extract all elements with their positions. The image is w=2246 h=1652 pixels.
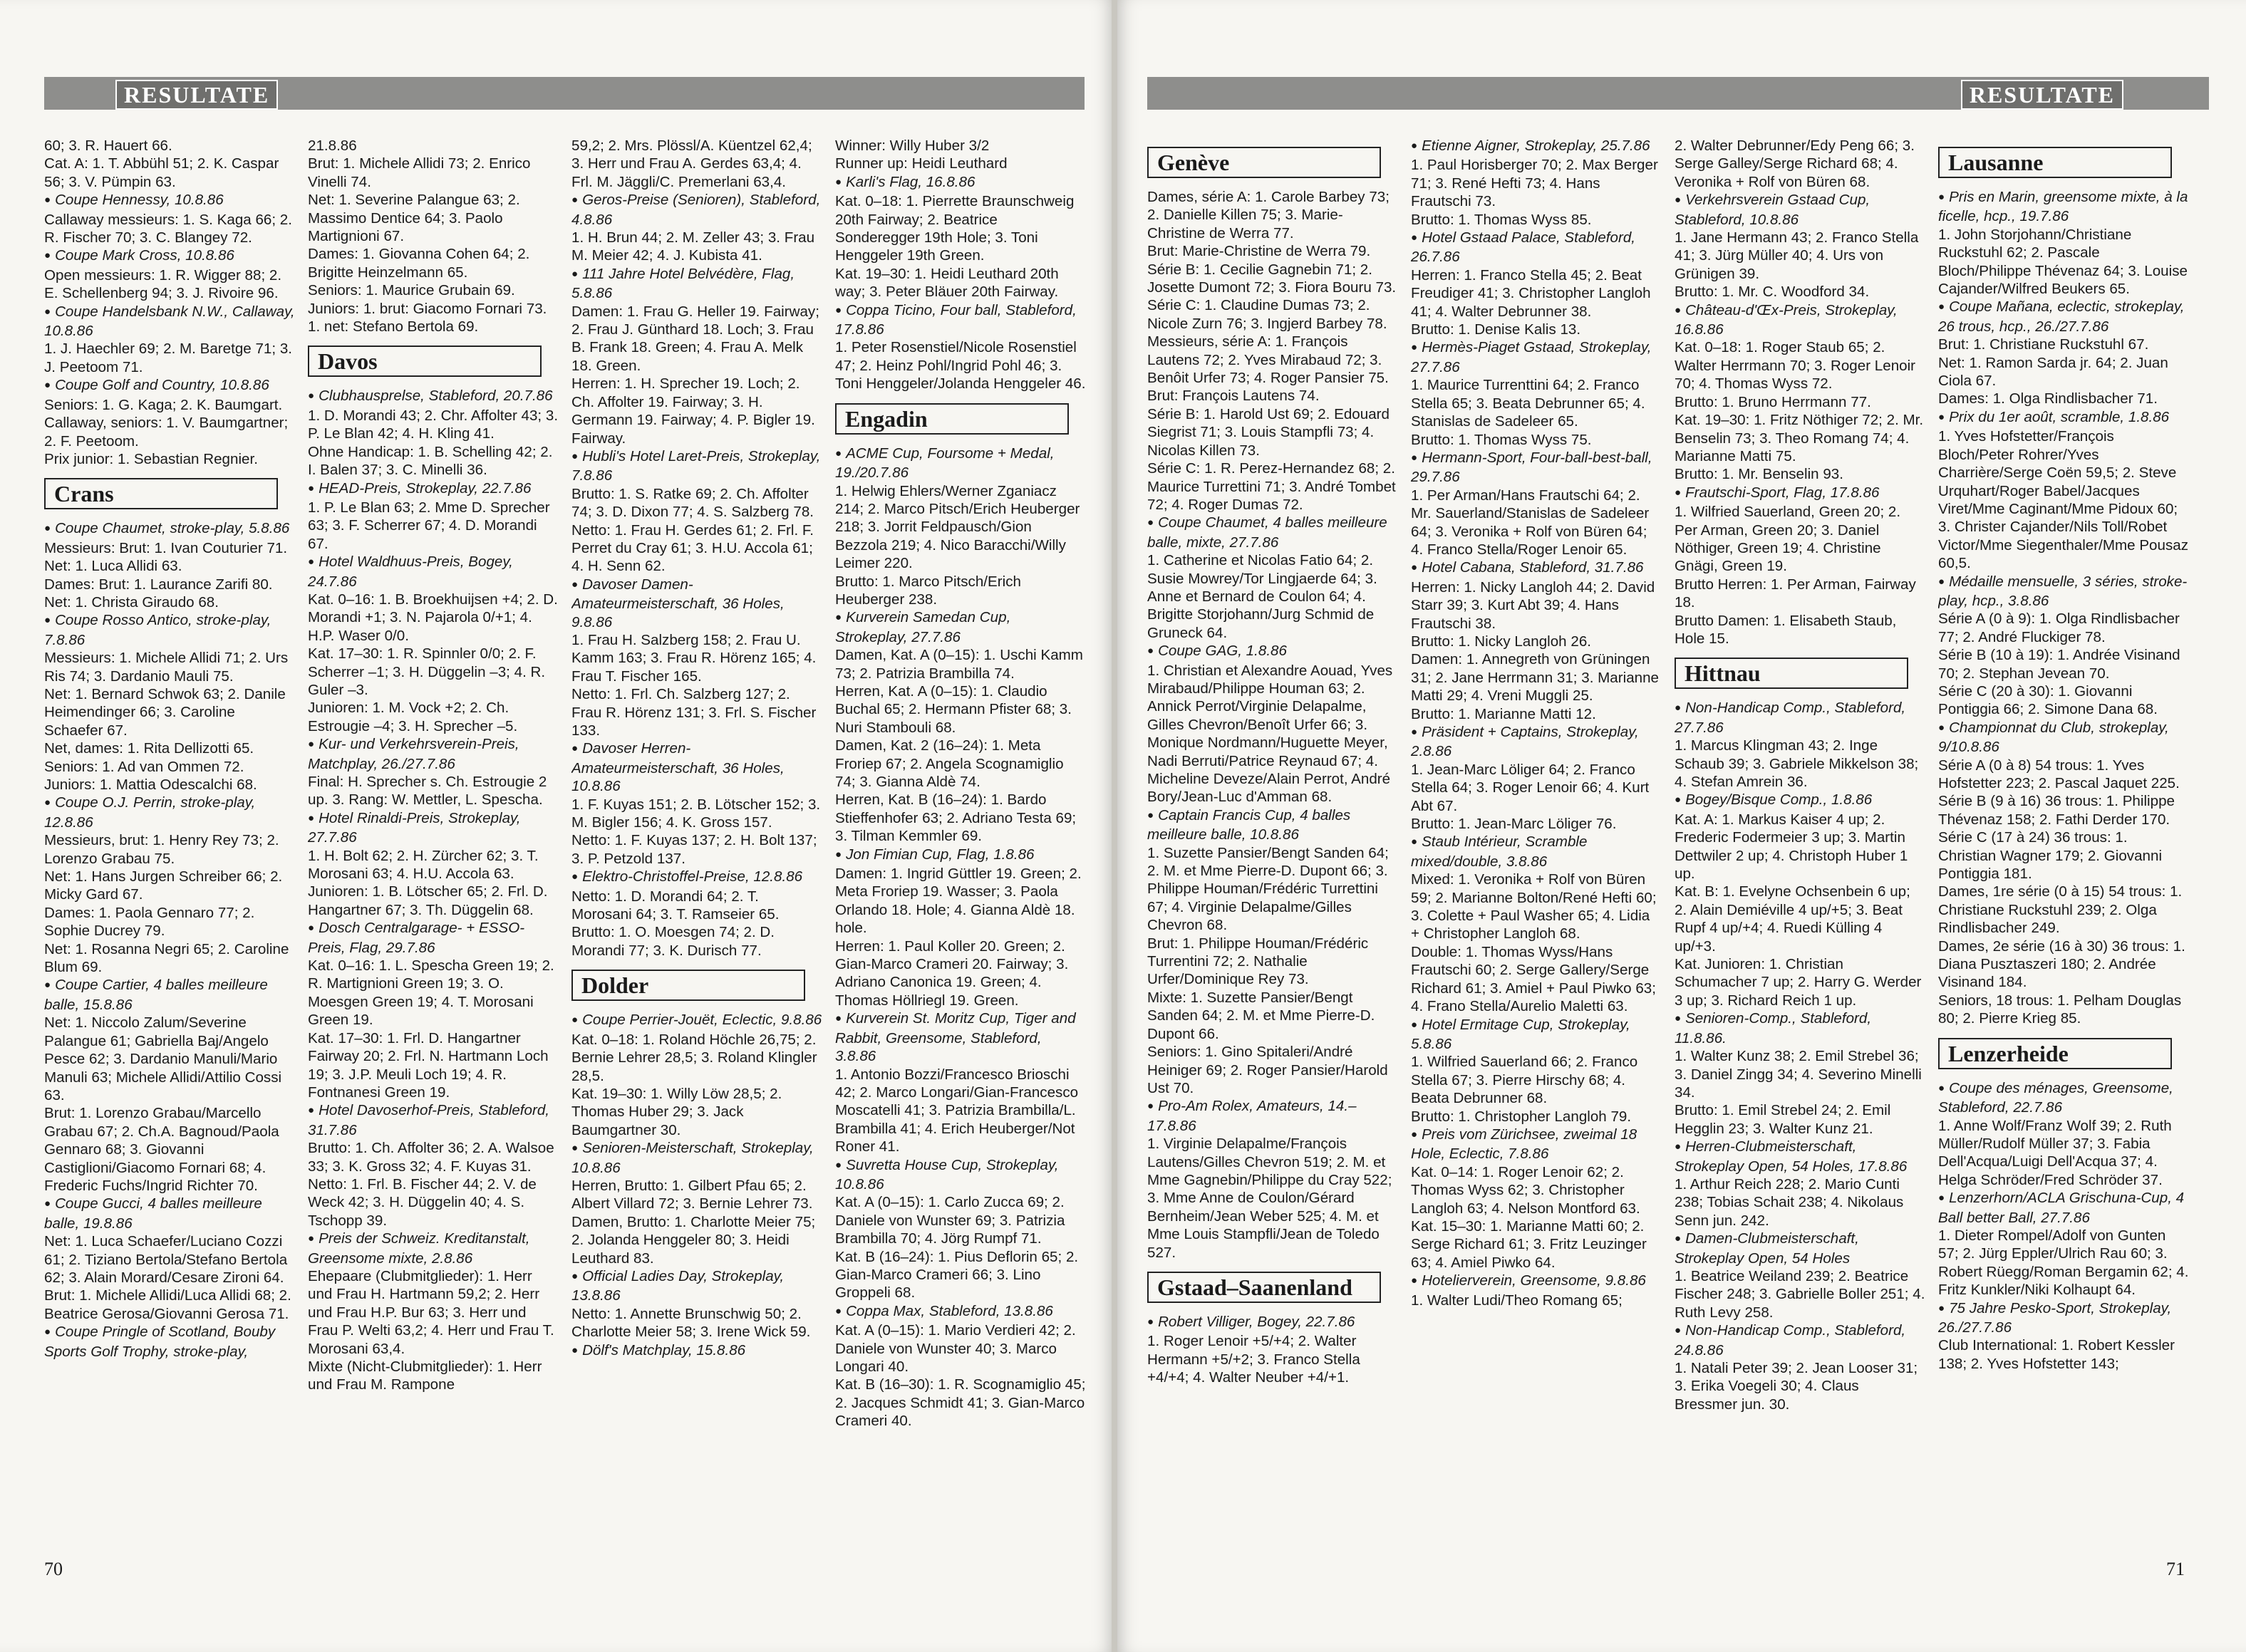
result-entry: 1. Christian et Alexandre Aouad, Yves Mirabaud/Philippe Houman 63; 2. Annick Perrot/Virginie Delapalme, Gilles Chevron/Benoît Urfer 66; 3. Monique Nordmann/Huguette Meyer, Nadi Berruti/Patrice Reynaud 67; 4. Micheline Deveze/Alain Perrot, André Bory/Jean-Luc d'Amman 68. [1147,662,1393,806]
tournament-title: ● Coupe des ménages, Greensome, Stableford, 22.7.86 [1938,1079,2189,1117]
tournament-title: ● Preis der Schweiz. Kreditanstalt, Greensome mixte, 2.8.86 [308,1230,559,1267]
result-entry: Brutto: 1. Thomas Wyss 85. [1411,211,1592,228]
tournament-title: ● Hotel Gstaad Palace, Stableford, 26.7.86 [1411,229,1662,266]
result-entry: Brutto: 1. S. Ratke 69; 2. Ch. Affolter 74; 3. D. Dixon 77; 4. S. Salzberg 78. [571,485,814,521]
result-entry: Kat. B (16–30): 1. R. Scognamiglio 45; 2. Jacques Schmidt 41; 3. Gian-Marco Crameri 40. [835,1376,1086,1430]
result-entry: Kat. 19–30: 1. Willy Löw 28,5; 2. Thomas Huber 29; 3. Jack Baumgartner 30. [571,1085,782,1138]
tournament-title: ● Coupe Rosso Antico, stroke-play, 7.8.86 [44,611,295,649]
tournament-title: ● Coupe Chaumet, 4 balles meilleure balle, mixte, 27.7.86 [1147,514,1398,551]
section-header-label-right: RESULTATE [1961,80,2123,110]
result-entry: 1. Beatrice Weiland 239; 2. Beatrice Fischer 248; 3. Gabrielle Boller 251; 4. Ruth Levy 258. [1675,1267,1925,1321]
result-entry: Herren: 1. Franco Stella 45; 2. Beat Freudiger 41; 3. Christopher Langloh 41; 4. Walter Debrunner 38. [1411,266,1651,320]
tournament-title: ● Championnat du Club, strokeplay, 9/10.8.86 [1938,719,2189,757]
result-entry: Dames: 1. Olga Rindlisbacher 71. [1938,390,2158,407]
result-entry: Dames: 1. Giovanna Cohen 64; 2. Brigitte Heinzelmann 65. [308,246,530,281]
tournament-title: ● Pris en Marin, greensome mixte, à la ficelle, hcp., 19.7.86 [1938,188,2189,226]
result-entry: Dames: Brut: 1. Laurance Zarifi 80. Net: 1. Christa Giraudo 68. [44,576,273,611]
result-entry: Callaway, seniors: 1. V. Baumgartner; 2. F. Peetoom. [44,415,289,450]
result-entry: Winner: Willy Huber 3/2 [835,137,990,154]
tournament-title: ● Captain Francis Cup, 4 balles meilleure balle, 10.8.86 [1147,806,1398,844]
section-header-bar [44,77,1085,110]
tournament-title: ● Senioren-Comp., Stableford, 11.8.86. [1675,1009,1925,1047]
tournament-title: ● Coupe GAG, 1.8.86 [1147,642,1398,661]
result-entry: Série A (0 à 8) 54 trous: 1. Yves Hofstetter 223; 2. Pascal Jaquet 225. [1938,757,2180,791]
result-entry: Dames: 1. Paola Gennaro 77; 2. Sophie Ducrey 79. [44,904,255,940]
result-entry: 60; 3. R. Hauert 66. [44,137,172,154]
text-column-5 [1147,137,1398,1562]
result-entry: Net: 1. Ramon Sarda jr. 64; 2. Juan Ciola 67. [1938,354,2168,390]
tournament-title: ● Suvretta House Cup, Strokeplay, 10.8.86 [835,1156,1086,1194]
right-page [1117,0,2246,1652]
result-entry: Mixed: 1. Veronika + Rolf von Büren 59; 2. Marianne Bolton/René Hefti 60; 3. Colette + Paul Washer 65; 4. Lidia + Christopher Langloh 68. [1411,871,1657,942]
result-entry: Kat. 0–16: 1. L. Spescha Green 19; 2. R. Martignioni Green 19; 3. O. Moesgen Green 19; 4. T. Morosani Green 19. [308,957,554,1029]
tournament-title: ● Hotel Waldhuus-Preis, Bogey, 24.7.86 [308,553,559,591]
result-entry: Brutto: 1. Emil Strebel 24; 2. Emil Hegglin 23; 3. Walter Kunz 21. [1675,1102,1891,1137]
result-entry: Kat. 19–30: 1. Heidi Leuthard 20th way; 3. Peter Bläuer 20th Fairway. [835,265,1059,301]
tournament-title: ● Coupe Chaumet, stroke-play, 5.8.86 [44,519,295,539]
result-entry: 1. Helwig Ehlers/Werner Zganiacz 214; 2. Marco Pitsch/Erich Heuberger 218; 3. Jorrit Feldpausch/Gion Bezzola 219; 4. Nico Baracchi/Willy Leimer 220. [835,482,1080,572]
tournament-title: ● Coupe Hennessy, 10.8.86 [44,191,295,210]
tournament-title: ● Hermann-Sport, Four-ball-best-ball, 29.7.86 [1411,449,1662,487]
tournament-title: ● Hermès-Piaget Gstaad, Strokeplay, 27.7.86 [1411,338,1662,376]
tournament-title: ● Coupe Mañana, eclectic, strokeplay, 26 trous, hcp., 26./27.7.86 [1938,298,2189,336]
tournament-title: ● Dosch Centralgarage- + ESSO-Preis, Flag, 29.7.86 [308,919,559,957]
result-entry: Série B: 1. Cecilie Gagnebin 71; 2. Josette Dumont 72; 3. Fiora Bouru 73. [1147,261,1397,296]
result-entry: 1. Maurice Turrenttini 64; 2. Franco Stella 65; 3. Beata Debrunner 65; 4. Stanislas de Sadeleer 65. [1411,377,1645,430]
tournament-title: ● Prix du 1er août, scramble, 1.8.86 [1938,408,2189,427]
left-page [0,0,1113,1652]
result-entry: Net: 1. Hans Jurgen Schreiber 66; 2. Micky Gard 67. [44,868,283,903]
tournament-title: ● Robert Villiger, Bogey, 22.7.86 [1147,1313,1398,1332]
result-entry: Brutto: 1. Mr. C. Woodford 34. [1675,284,1870,301]
result-entry: Messieurs: 1. Michele Allidi 71; 2. Urs Ris 74; 3. Dardanio Mauli 75. [44,650,289,685]
result-entry: Dames, 1re série (0 à 15) 54 trous: 1. Christiane Ruckstuhl 239; 2. Olga Rindlisbacher 249. [1938,883,2183,937]
result-entry: Netto: 1. Frau H. Gerdes 61; 2. Frl. F. Perret du Cray 61; 3. H.U. Accola 61; 4. H. Senn 62. [571,521,814,575]
result-entry: Brut: 1. Michele Allidi/Luca Allidi 68; 2. Beatrice Gerosa/Giovanni Gerosa 71. [44,1287,291,1322]
text-column-6 [1411,137,1662,1562]
club-heading: Dolder [571,970,805,1001]
result-entry: Série B (10 à 19): 1. Andrée Visinand 70; 2. Stephan Jevean 70. [1938,647,2180,682]
result-entry: Brutto: 1. Marianne Matti 12. [1411,705,1596,722]
result-entry: Herren: 1. H. Sprecher 19. Loch; 2. Ch. Affolter 19. Fairway; 3. H. Germann 19. Fairway; 4. P. Bigler 19. Fairway. [571,375,815,447]
result-entry: Open messieurs: 1. R. Wigger 88; 2. E. Schellenberg 94; 3. J. Rivoire 96. [44,266,282,302]
text-column-4 [835,137,1086,1562]
tournament-title: ● HEAD-Preis, Strokeplay, 22.7.86 [308,479,559,499]
result-entry: Double: 1. Thomas Wyss/Hans Frautschi 60; 2. Serge Gallery/Serge Richard 61; 3. Amiel + Paul Piwko 63; 4. Frano Stella/Aurelio Maletti 63. [1411,943,1656,1015]
tournament-title: ● 75 Jahre Pesko-Sport, Strokeplay, 26./27.7.86 [1938,1299,2189,1337]
result-entry: Herren: 1. Paul Koller 20. Green; 2. Gian-Marco Crameri 20. Fairway; 3. Adriano Canonica 19. Green; 4. Thomas Höllriegl 19. Green. [835,937,1069,1009]
result-entry: Brut: 1. Christiane Ruckstuhl 67. [1938,336,2149,353]
result-entry: Kat. 0–18: 1. Roger Staub 65; 2. Walter Herrmann 70; 3. Roger Lenoir 70; 4. Thomas Wyss 72. [1675,339,1916,393]
result-entry: Brutto: 1. Thomas Wyss 75. [1411,431,1592,448]
club-heading: Davos [308,346,542,377]
club-heading: Crans [44,478,278,509]
result-entry: Brut: 1. Michele Allidi 73; 2. Enrico Vinelli 74. [308,155,531,190]
result-entry: Brut: Marie-Christine de Werra 79. [1147,243,1371,260]
tournament-title: ● Hotel Ermitage Cup, Strokeplay, 5.8.86 [1411,1016,1662,1054]
tournament-title: ● Hotel Davoserhof-Preis, Stableford, 31.7.86 [308,1101,559,1139]
result-entry: Mixte: 1. Suzette Pansier/Bengt Sanden 64; 2. M. et Mme Pierre-D. Dupont 66. [1147,989,1375,1042]
tournament-title: ● Hotelierverein, Greensome, 9.8.86 [1411,1272,1662,1291]
result-entry: Final: H. Sprecher s. Ch. Estrougie 2 up. 3. Rang: W. Mettler, L. Spescha. [308,774,547,809]
tournament-title: ● Staub Intérieur, Scramble mixed/double, 3.8.86 [1411,833,1662,871]
tournament-title: ● Médaille mensuelle, 3 séries, stroke-play, hcp., 3.8.86 [1938,573,2189,611]
result-entry: 1. J. Haechler 69; 2. M. Baretge 71; 3. J. Peetoom 71. [44,341,292,375]
result-entry: Kat. 17–30: 1. R. Spinnler 0/0; 2. F. Scherrer –1; 3. H. Düggelin –3; 4. R. Guler –3. [308,645,546,698]
result-entry: Damen, Kat. A (0–15): 1. Uschi Kamm 73; 2. Patrizia Brambilla 74. [835,647,1083,682]
result-entry: Seniors: 1. Ad van Ommen 72. [44,758,244,775]
result-entry: Série C (17 à 24) 36 trous: 1. Christian Wagner 179; 2. Giovanni Pontiggia 181. [1938,829,2163,883]
result-entry: Net: 1. Severine Palangue 63; 2. Massimo Dentice 64; 3. Paolo Martignioni 67. [308,192,520,245]
result-entry: Kat. 0–18: 1. Roland Höchle 26,75; 2. Bernie Lehrer 28,5; 3. Roland Klingler 28,5. [571,1031,817,1084]
tournament-title: ● Coupe Gucci, 4 balles meilleure balle, 19.8.86 [44,1195,295,1232]
result-entry: Kat. A (0–15): 1. Mario Verdieri 42; 2. Daniele von Wunster 40; 3. Marco Longari 40. [835,1322,1076,1375]
result-entry: 1. Anne Wolf/Franz Wolf 39; 2. Ruth Müller/Rudolf Müller 37; 3. Fabia Dell'Acqua/Luigi Dell'Acqua 37; 4. Helga Schröder/Fred Schröder 37. [1938,1117,2172,1188]
result-entry: Brutto: 1. Nicky Langloh 26. [1411,633,1591,650]
result-entry: Damen, Kat. 2 (16–24): 1. Meta Froriep 67; 2. Angela Scognamiglio 74; 3. Gianna Aldè 74. [835,737,1064,790]
result-entry: Netto: 1. F. Kuyas 137; 2. H. Bolt 137; 3. P. Petzold 137. [571,832,817,867]
tournament-title: ● Damen-Clubmeisterschaft, Strokeplay Open, 54 Holes [1675,1230,1925,1267]
result-entry: Net: 1. Bernard Schwok 63; 2. Danile Heimendinger 66; 3. Caroline Schaefer 67. [44,685,286,739]
result-entry: Ehepaare (Clubmitglieder): 1. Herr und Frau H. Hartmann 59,2; 2. Herr und Frau H.P. Bur 63; 3. Herr und Frau P. Welti 63,2; 4. Herr und Frau T. Morosani 63,4. [308,1267,554,1357]
result-entry: Damen: 1. Frau G. Heller 19. Fairway; 2. Frau J. Günthard 18. Loch; 3. Frau B. Frank 18. Green; 4. Frau A. Melk 18. Green. [571,303,819,374]
tournament-title: ● Dölf's Matchplay, 15.8.86 [571,1341,822,1361]
result-entry: Seniors, 18 trous: 1. Pelham Douglas 80; 2. Pierre Krieg 85. [1938,992,2182,1027]
result-entry: Kat. A (0–15): 1. Carlo Zucca 69; 2. Daniele von Wunster 69; 3. Patrizia Brambilla 70; 4. Jörg Rumpf 71. [835,1194,1065,1247]
club-heading: Genève [1147,147,1381,178]
club-heading: Engadin [835,403,1069,435]
result-entry: 1. P. Le Blan 63; 2. Mme D. Sprecher 63; 3. F. Scherrer 67; 4. D. Morandi 67. [308,499,550,552]
result-entry: Brut: François Lautens 74. [1147,388,1320,405]
result-entry: Brut: 1. Philippe Houman/Frédéric Turrentini 72; 2. Nathalie Urfer/Dominique Rey 73. [1147,935,1369,988]
club-heading: Lausanne [1938,147,2172,178]
result-entry: Herren, Kat. A (0–15): 1. Claudio Buchal 65; 2. Hermann Pfister 68; 3. Nuri Stambouli 68. [835,682,1072,736]
tournament-title: ● Preis vom Zürichsee, zweimal 18 Hole, Eclectic, 7.8.86 [1411,1126,1662,1163]
tournament-title: ● Kurverein Samedan Cup, Strokeplay, 27.7.86 [835,608,1086,646]
result-entry: Juniors: 1. brut: Giacomo Fornari 73. 1. net: Stefano Bertola 69. [308,300,547,336]
tournament-title: ● Château-d'Œx-Preis, Strokeplay, 16.8.86 [1675,301,1925,339]
result-entry: 1. Yves Hofstetter/François Bloch/Peter Rohrer/Yves Charrière/Serge Coën 59,5; 2. Steve Urquhart/Roger Babel/Jacques Viret/Mme Caginant/Mme Pidoux 60; 3. Christer Cajander/Nils Toll/Robet Victor/Mme Siegenthaler/Mme Pousaz 60,5. [1938,428,2189,572]
tournament-title: ● Coppa Max, Stableford, 13.8.86 [835,1302,1086,1321]
tournament-title: ● Frautschi-Sport, Flag, 17.8.86 [1675,484,1925,503]
result-entry: 1. D. Morandi 43; 2. Chr. Affolter 43; 3. P. Le Blan 42; 4. H. Kling 41. [308,407,559,442]
tournament-title: ● Hotel Cabana, Stableford, 31.7.86 [1411,559,1662,578]
result-entry: Kat. A: 1. Markus Kaiser 4 up; 2. Frederic Fodermeier 3 up; 3. Martin Dettwiler 2 up; 4. Christoph Huber 1 up. [1675,811,1908,883]
result-entry: 1. Wilfried Sauerland, Green 20; 2. Per Arman, Green 20; 3. Daniel Nöthiger, Green 19; 4. Christine Gnägi, Green 19. [1675,504,1901,575]
result-entry: 1. John Storjohann/Christiane Ruckstuhl 62; 2. Pascale Bloch/Philippe Thévenaz 64; 3. Louise Cajander/Wilfred Beukers 65. [1938,226,2188,298]
result-entry: Damen, Brutto: 1. Charlotte Meier 75; 2. Jolanda Henggeler 80; 3. Heidi Leuthard 83. [571,1213,816,1267]
result-entry: Herren, Brutto: 1. Gilbert Pfau 65; 2. Albert Villard 72; 3. Bernie Lehrer 73. [571,1177,813,1212]
text-column-1 [44,137,295,1562]
result-entry: Kat. 0–16: 1. B. Broekhuijsen +4; 2. D. Morandi +1; 3. N. Pajarola 0/+1; 4. H.P. Waser 0/0. [308,591,558,644]
result-entry: Club International: 1. Robert Kessler 138; 2. Yves Hofstetter 143; [1938,1337,2175,1372]
result-entry: Netto: 1. D. Morandi 64; 2. T. Morosani 64; 3. T. Ramseier 65. [571,888,780,923]
tournament-title: ● Etienne Aigner, Strokeplay, 25.7.86 [1411,137,1662,156]
result-entry: Messieurs, brut: 1. Henry Rey 73; 2. Lorenzo Grabau 75. [44,832,279,867]
result-entry: 1. Wilfried Sauerland 66; 2. Franco Stella 67; 3. Pierre Hirschy 68; 4. Beata Debrunner 68. [1411,1054,1638,1107]
tournament-title: ● Geros-Preise (Senioren), Stableford, 4.8.86 [571,191,822,229]
result-entry: Série C: 1. R. Perez-Hernandez 68; 2. Maurice Turrettini 71; 3. André Tombet 72; 4. Roger Dumas 72. [1147,460,1396,513]
result-entry: Série B (9 à 16) 36 trous: 1. Philippe Thévenaz 158; 2. Fathi Derder 170. [1938,793,2175,828]
result-entry: Brutto Damen: 1. Elisabeth Staub, Hole 15. [1675,612,1897,647]
tournament-title: ● Coupe Perrier-Jouët, Eclectic, 9.8.86 [571,1011,822,1030]
tournament-title: ● Coupe Cartier, 4 balles meilleure balle, 15.8.86 [44,976,295,1014]
result-entry: 1. Virginie Delapalme/François Lautens/Gilles Chevron 519; 2. M. et Mme Gagnebin/Philippe du Cray 522; 3. Mme Anne de Coulon/Gérard Bernheim/Jean Weber 525; 4. M. et Mme Louis Stampfli/Jean de Toledo 527. [1147,1136,1392,1261]
result-entry: 1. Jane Hermann 43; 2. Franco Stella 41; 3. Jürg Müller 40; 4. Urs von Grünigen 39. [1675,229,1919,282]
result-entry: Série C: 1. Claudine Dumas 73; 2. Nicole Zurn 76; 3. Ingjerd Barbey 78. [1147,297,1387,332]
tournament-title: ● Lenzerhorn/ACLA Grischuna-Cup, 4 Ball better Ball, 27.7.86 [1938,1189,2189,1227]
tournament-title: ● Präsident + Captains, Strokeplay, 2.8.86 [1411,723,1662,761]
result-entry: Netto: 1. Annette Brunschwig 50; 2. Charlotte Meier 58; 3. Irene Wick 59. [571,1305,811,1341]
tournament-title: ● Herren-Clubmeisterschaft, Strokeplay Open, 54 Holes, 17.8.86 [1675,1138,1925,1175]
tournament-title: ● Davoser Herren-Amateurmeisterschaft, 36 Holes, 10.8.86 [571,739,822,795]
result-entry: Kat. 19–30: 1. Fritz Nöthiger 72; 2. Mr. Benselin 73; 3. Theo Romang 74; 4. Marianne Matti 75. [1675,412,1924,464]
result-entry: Brutto: 1. O. Moesgen 74; 2. D. Morandi 77; 3. K. Durisch 77. [571,924,775,959]
result-entry: 1. Suzette Pansier/Bengt Sanden 64; 2. M. et Mme Pierre-D. Dupont 66; 3. Philippe Houman/Frédéric Turrettini 67; 4. Virginie Delapalme/Gilles Chevron 68. [1147,844,1389,934]
result-entry: Brutto: 1. Jean-Marc Löliger 76. [1411,816,1617,833]
result-entry: 1. Roger Lenoir +5/+4; 2. Walter Hermann +5/+2; 3. Franco Stella +4/+4; 4. Walter Neuber +4/+1. [1147,1333,1360,1386]
result-entry: Brutto Herren: 1. Per Arman, Fairway 18. [1675,576,1916,611]
tournament-title: ● Elektro-Christoffel-Preise, 12.8.86 [571,868,822,887]
tournament-title: ● Official Ladies Day, Strokeplay, 13.8.86 [571,1267,822,1305]
result-entry: 1. F. Kuyas 151; 2. B. Lötscher 152; 3. M. Bigler 156; 4. K. Gross 157. [571,796,821,831]
result-entry: Mixte (Nicht-Clubmitglieder): 1. Herr und Frau M. Rampone [308,1359,542,1393]
result-entry: Kat. 17–30: 1. Frl. D. Hangartner Fairway 20; 2. Frl. N. Hartmann Loch 19; 3. J.P. Meuli Loch 19; 4. R. Fontnanesi Green 19. [308,1029,549,1101]
result-entry: Série B: 1. Harold Ust 69; 2. Edouard Siegrist 71; 3. Louis Stampfli 73; 4. Nicolas Killen 73. [1147,405,1389,459]
result-entry: Damen: 1. Annegreth von Grüningen 31; 2. Jane Herrmann 31; 3. Marianne Matti 29; 4. Vreni Muggli 25. [1411,651,1660,705]
result-entry: 1. Catherine et Nicolas Fatio 64; 2. Susie Mowrey/Tor Lingjaerde 64; 3. Anne et Bernard de Coulon 64; 4. Brigitte Storjohann/Jurg Schmid de Gruneck 64. [1147,552,1377,641]
result-entry: Seniors: 1. Maurice Grubain 69. [308,282,515,299]
result-entry: Ohne Handicap: 1. B. Schelling 42; 2. I. Balen 37; 3. C. Minelli 36. [308,443,553,479]
tournament-title: ● Coupe Handelsbank N.W., Callaway, 10.8.86 [44,303,295,341]
result-entry: Junioren: 1. M. Vock +2; 2. Ch. Estrougie –4; 3. H. Sprecher –5. [308,700,518,734]
result-entry: 1. Paul Horisberger 70; 2. Max Berger 71; 3. René Hefti 73; 4. Hans Frautschi 73. [1411,157,1658,210]
result-entry: Kat. B: 1. Evelyne Ochsenbein 6 up; 2. Alain Demiéville 4 up/+5; 3. Beat Rupf 4 up/+4; 4. Ruedi Külling 4 up/+3. [1675,883,1910,955]
result-entry: Net: 1. Rosanna Negri 65; 2. Caroline Blum 69. [44,940,289,976]
result-entry: 1. Per Arman/Hans Frautschi 64; 2. Mr. Sauerland/Stanislas de Sadeleer 64; 3. Veronika + Rolf von Büren 64; 4. Franco Stella/Roger Lenoir 65. [1411,487,1650,558]
tournament-title: ● Senioren-Meisterschaft, Strokeplay, 10.8.86 [571,1139,822,1177]
result-entry: 2. Walter Debrunner/Edy Peng 66; 3. Serge Galley/Serge Richard 68; 4. Veronika + Rolf von Büren 68. [1675,137,1915,190]
result-entry: Dames, série A: 1. Carole Barbey 73; 2. Danielle Killen 75; 3. Marie-Christine de Werra 77. [1147,189,1389,241]
tournament-title: ● ACME Cup, Foursome + Medal, 19./20.7.86 [835,445,1086,482]
tournament-title: ● Non-Handicap Comp., Stableford, 24.8.86 [1675,1321,1925,1359]
tournament-title: ● Pro-Am Rolex, Amateurs, 14.–17.8.86 [1147,1097,1398,1135]
club-heading: Hittnau [1675,658,1908,689]
tournament-title: ● Davoser Damen-Amateurmeisterschaft, 36 Holes, 9.8.86 [571,576,822,631]
result-entry: 21.8.86 [308,137,357,154]
tournament-title: ● Karli's Flag, 16.8.86 [835,173,1086,192]
result-entry: 1. Peter Rosenstiel/Nicole Rosenstiel 47; 2. Heinz Pohl/Ingrid Pohl 46; 3. Toni Henggeler/Jolanda Henggeler 46. [835,339,1086,393]
result-entry: 1. Jean-Marc Löliger 64; 2. Franco Stella 64; 3. Roger Lenoir 66; 4. Kurt Abt 67. [1411,761,1650,814]
result-entry: Net, dames: 1. Rita Dellizotti 65. [44,740,254,757]
result-entry: Série C (20 à 30): 1. Giovanni Pontiggia 66; 2. Simone Dana 68. [1938,682,2158,718]
text-column-7 [1675,137,1925,1562]
result-entry: Herren: 1. Nicky Langloh 44; 2. David Starr 39; 3. Kurt Abt 39; 4. Hans Frautschi 38. [1411,578,1655,632]
result-entry: 1. Arthur Reich 228; 2. Mario Cunti 238; Tobias Schait 238; 4. Nikolaus Senn jun. 242. [1675,1175,1904,1229]
tournament-title: ● Verkehrsverein Gstaad Cup, Stableford, 10.8.86 [1675,191,1925,229]
tournament-title: ● Clubhausprelse, Stableford, 20.7.86 [308,387,559,406]
result-entry: Brutto: 1. Marco Pitsch/Erich Heuberger 238. [835,573,1021,608]
tournament-title: ● Kurverein St. Moritz Cup, Tiger and Rabbit, Greensome, Stableford, 3.8.86 [835,1009,1086,1065]
result-entry: Dames, 2e série (16 à 30) 36 trous: 1. Diana Pusztaszeri 180; 2. Andrée Visinand 184. [1938,937,2185,991]
tournament-title: ● Coppa Ticino, Four ball, Stableford, 17.8.86 [835,301,1086,339]
result-entry: Brutto: 1. Ch. Affolter 36; 2. A. Walsoe 33; 3. K. Gross 32; 4. F. Kuyas 31. [308,1140,554,1175]
section-header-bar-right [1147,77,2209,110]
tournament-title: ● Coupe O.J. Perrin, stroke-play, 12.8.86 [44,794,295,831]
section-header-label: RESULTATE [115,80,278,110]
result-entry: Kat. 15–30: 1. Marianne Matti 60; 2. Serge Richard 61; 3. Fritz Leuzinger 63; 4. Amiel Piwko 64. [1411,1217,1647,1271]
result-entry: Kat. 0–14: 1. Roger Lenoir 62; 2. Thomas Wyss 62; 3. Christopher Langloh 63; 4. Nelson Montford 63. [1411,1163,1640,1217]
result-entry: Damen: 1. Ingrid Güttler 19. Green; 2. Meta Froriep 19. Wasser; 3. Paola Orlando 18. Hole; 4. Gianna Aldè 18. hole. [835,866,1082,937]
result-entry: Kat. 0–18: 1. Pierrette Braunschweig 20th Fairway; 2. Beatrice Sonderegger 19th Hole; 3. Toni Henggeler 19th Green. [835,193,1075,264]
result-entry: Messieurs, série A: 1. François Lautens 72; 2. Yves Mirabaud 72; 3. Benôit Urfer 73; 4. Roger Pansier 75. [1147,333,1389,387]
result-entry: Brutto: 1. Mr. Benselin 93. [1675,466,1843,483]
result-entry: 1. Dieter Rompel/Adolf von Gunten 57; 2. Jürg Eppler/Ulrich Rau 60; 3. Robert Rüegg/Roman Bergamin 62; 4. Fritz Kunkler/Niki Kolhaupt 64. [1938,1227,2189,1299]
result-entry: Brutto: 1. Denise Kalis 13. [1411,321,1581,338]
result-entry: Messieurs: Brut: 1. Ivan Couturier 71. Net: 1. Luca Allidi 63. [44,539,288,575]
text-column-8 [1938,137,2189,1562]
result-entry: Netto: 1. Frl. Ch. Salzberg 127; 2. Frau R. Hörenz 131; 3. Frl. S. Fischer 133. [571,686,817,739]
result-entry: 1. Walter Kunz 38; 2. Emil Strebel 36; 3. Daniel Zingg 34; 4. Severino Minelli 34. [1675,1048,1922,1101]
result-entry: Brutto: 1. Bruno Herrmann 77. [1675,393,1871,410]
club-heading: Gstaad–Saanenland [1147,1272,1381,1303]
tournament-title: ● 111 Jahre Hotel Belvédère, Flag, 5.8.86 [571,265,822,303]
tournament-title: ● Bogey/Bisque Comp., 1.8.86 [1675,791,1925,810]
tournament-title: ● Coupe Golf and Country, 10.8.86 [44,376,295,395]
tournament-title: ● Jon Fimian Cup, Flag, 1.8.86 [835,846,1086,865]
page-number-right: 71 [2166,1559,2185,1579]
tournament-title: ● Kur- und Verkehrsverein-Preis, Matchplay, 26./27.7.86 [308,735,559,773]
result-entry: Prix junior: 1. Sebastian Regnier. [44,450,258,467]
result-entry: 1. H. Brun 44; 2. M. Zeller 43; 3. Frau M. Meier 42; 4. J. Kubista 41. [571,229,815,264]
result-entry: Callaway messieurs: 1. S. Kaga 66; 2. R. Fischer 70; 3. C. Blangey 72. [44,211,292,246]
result-entry: 1. H. Bolt 62; 2. H. Zürcher 62; 3. T. Morosani 63; 4. H.U. Accola 63. [308,847,539,883]
result-entry: Brut: 1. Lorenzo Grabau/Marcello Grabau 67; 2. Ch.A. Bagnoud/Paola Gennaro 68; 3. Giovanni Castiglioni/Giacomo Fornari 68; 4. Frederic Fuchs/Ingrid Richter 70. [44,1105,279,1194]
text-column-2 [308,137,559,1562]
result-entry: Net: 1. Niccolo Zalum/Severine Palangue 61; Gabriella Baj/Angelo Pesce 62; 3. Dardanio Manuli/Mario Manuli 63; Michele Allidi/Attilio Cossi 63. [44,1014,282,1103]
result-entry: Cat. A: 1. T. Abbühl 51; 2. K. Caspar 56; 3. V. Pümpin 63. [44,155,279,190]
result-entry: Série A (0 à 9): 1. Olga Rindlisbacher 77; 2. André Fluckiger 78. [1938,611,2180,645]
result-entry: Netto: 1. Frl. B. Fischer 44; 2. V. de Weck 42; 3. H. Düggelin 40; 4. S. Tschopp 39. [308,1175,537,1229]
result-entry: 1. Walter Ludi/Theo Romang 65; [1411,1292,1623,1309]
result-entry: Junioren: 1. B. Lötscher 65; 2. Frl. D. Hangartner 67; 3. Th. Düggelin 68. [308,883,548,918]
text-column-3 [571,137,822,1562]
result-entry: Kat. B (16–24): 1. Pius Deflorin 65; 2. Gian-Marco Crameri 66; 3. Lino Groppeli 68. [835,1248,1079,1302]
result-entry: 1. Natali Peter 39; 2. Jean Looser 31; 3. Erika Voegeli 30; 4. Claus Bressmer jun. 30. [1675,1360,1918,1413]
result-entry: Juniors: 1. Mattia Odescalchi 68. [44,776,257,793]
result-entry: Seniors: 1. Gino Spitaleri/André Heiniger 69; 2. Roger Pansier/Harold Ust 70. [1147,1044,1388,1096]
result-entry: Brutto: 1. Christopher Langloh 79. [1411,1108,1632,1125]
tournament-title: ● Coupe Mark Cross, 10.8.86 [44,246,295,266]
result-entry: 1. Frau H. Salzberg 158; 2. Frau U. Kamm 163; 3. Frau R. Hörenz 165; 4. Frau T. Fischer 165. [571,631,817,685]
tournament-title: ● Hubli's Hotel Laret-Preis, Strokeplay, 7.8.86 [571,447,822,485]
result-entry: 1. Marcus Klingman 43; 2. Inge Schaub 39; 3. Gabriele Mikkelson 38; 4. Stefan Amrein 36. [1675,737,1919,790]
result-entry: Net: 1. Luca Schaefer/Luciano Cozzi 61; 2. Tiziano Bertola/Stefano Bertola 62; 3. Alain Morard/Cesare Zironi 64. [44,1233,288,1286]
result-entry: Runner up: Heidi Leuthard [835,155,1008,172]
tournament-title: ● Non-Handicap Comp., Stableford, 27.7.86 [1675,699,1925,737]
page-number-left: 70 [44,1559,63,1579]
club-heading: Lenzerheide [1938,1038,2172,1069]
result-entry: Kat. Junioren: 1. Christian Schumacher 7 up; 2. Harry G. Werder 3 up; 3. Richard Reich 1 up. [1675,956,1922,1009]
result-entry: 59,2; 2. Mrs. Plössl/A. Küentzel 62,4; 3. Herr und Frau A. Gerdes 63,4; 4. Frl. M. Jäggli/C. Premerlani 63,4. [571,137,812,190]
result-entry: Herren, Kat. B (16–24): 1. Bardo Stieffenhofer 63; 2. Adriano Testa 69; 3. Tilman Kemmler 69. [835,791,1077,845]
result-entry: 1. Antonio Bozzi/Francesco Brioschi 42; 2. Marco Longari/Gian-Francesco Moscatelli 41; 3. Patrizia Brambilla/L. Brambilla 41; 4. Erich Heuberger/Not Roner 41. [835,1066,1079,1155]
tournament-title: ● Hotel Rinaldi-Preis, Strokeplay, 27.7.86 [308,809,559,847]
tournament-title: ● Coupe Pringle of Scotland, Bouby Sports Golf Trophy, stroke-play, [44,1323,295,1361]
result-entry: Seniors: 1. G. Kaga; 2. K. Baumgart. [44,396,283,413]
